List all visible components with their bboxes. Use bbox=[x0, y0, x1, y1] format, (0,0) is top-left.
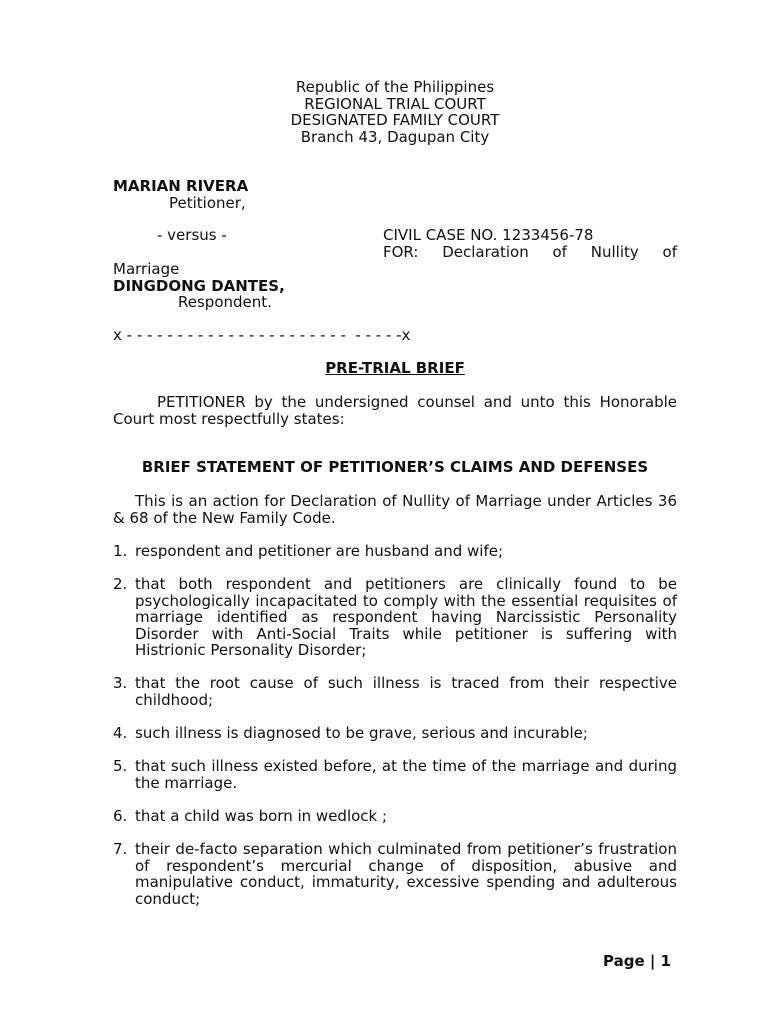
document-title: PRE-TRIAL BRIEF bbox=[325, 359, 465, 377]
caption-separator: x - - - - - - - - - - - - - - - - - - - - - - - - - - -x bbox=[113, 326, 411, 344]
list-item-text: that a child was born in wedlock ; bbox=[135, 807, 388, 825]
court-line-branch: Branch 43, Dagupan City bbox=[300, 127, 490, 146]
section-intro-paragraph: This is an action for Declaration of Nullity of Marriage under Articles 36 & 68 of the New Family Code. bbox=[113, 492, 677, 527]
petitioner-label: Petitioner, bbox=[169, 194, 246, 212]
case-for-continuation: Marriage bbox=[113, 260, 180, 278]
court-line-rtc: REGIONAL TRIAL COURT bbox=[304, 94, 486, 113]
list-item-number: 4. bbox=[113, 724, 128, 742]
list-item-text: that such illness existed before, at the time of the marriage and during the marriage. bbox=[135, 757, 677, 792]
list-item-number: 2. bbox=[113, 575, 128, 593]
section-heading: BRIEF STATEMENT OF PETITIONER’S CLAIMS AND DEFENSES bbox=[141, 458, 649, 476]
court-line-republic: Republic of the Philippines bbox=[295, 78, 495, 96]
list-item bbox=[113, 576, 677, 659]
list-item bbox=[113, 758, 677, 791]
court-header bbox=[113, 79, 677, 145]
list-item-text: that the root cause of such illness is traced from their respective childhood; bbox=[135, 674, 677, 709]
list-item-text: such illness is diagnosed to be grave, serious and incurable; bbox=[135, 724, 588, 742]
case-for-line: FOR: Declaration of Nullity of bbox=[383, 243, 677, 261]
list-item bbox=[113, 543, 677, 560]
case-number: CIVIL CASE NO. 1233456-78 bbox=[383, 226, 594, 244]
list-item bbox=[113, 725, 677, 742]
list-item-number: 5. bbox=[113, 757, 128, 775]
list-item-number: 1. bbox=[113, 542, 128, 560]
list-item bbox=[113, 675, 677, 708]
respondent-name: DINGDONG DANTES, bbox=[113, 277, 285, 295]
list-item-number: 7. bbox=[113, 840, 128, 858]
versus-text: - versus - bbox=[157, 226, 227, 244]
list-item bbox=[113, 841, 677, 907]
list-item-text: respondent and petitioner are husband and wife; bbox=[135, 542, 504, 560]
page-number-footer: Page | 1 bbox=[603, 952, 671, 970]
list-item-text: that both respondent and petitioners are clinically found to be psychologically incapacitated to comply with the essential requisites of marriage identified as respondent having Narcissistic Personality Disorder with Anti-Social Traits while petitioner is suffering with Histrionic Personality Disorder; bbox=[135, 575, 677, 659]
petitioner-name: MARIAN RIVERA bbox=[113, 177, 249, 195]
court-line-family-court: DESIGNATED FAMILY COURT bbox=[290, 111, 500, 130]
list-item-number: 6. bbox=[113, 807, 128, 825]
list-item-number: 3. bbox=[113, 674, 128, 692]
list-item-text: their de-facto separation which culminated from petitioner’s frustration of respondent’s mercurial change of disposition, abusive and manipulative conduct, immaturity, excessive spending and adulterous conduct; bbox=[135, 840, 677, 908]
intro-paragraph: PETITIONER by the undersigned counsel and unto this Honorable Court most respectfully states: bbox=[113, 393, 677, 428]
respondent-label: Respondent. bbox=[178, 293, 272, 311]
list-item bbox=[113, 808, 677, 825]
